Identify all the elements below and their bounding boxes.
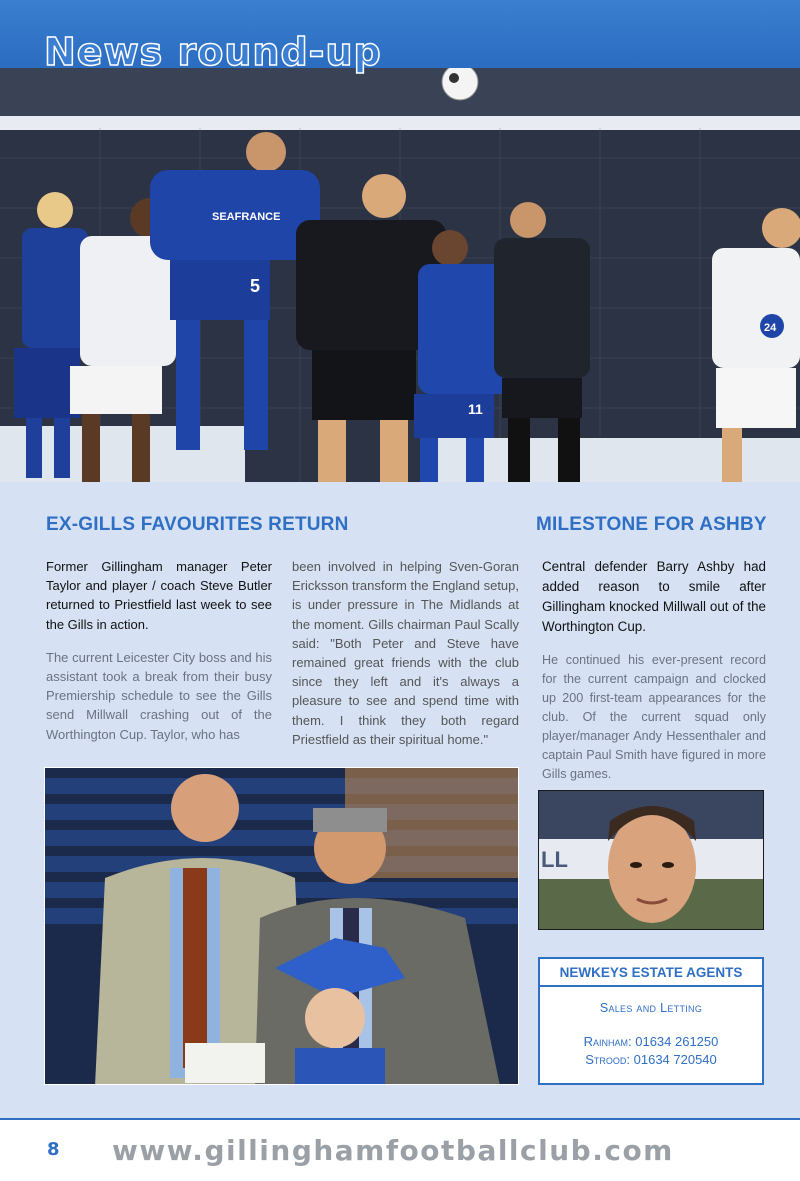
milestone-paragraph-1: Central defender Barry Ashby had added reason to smile after Gillingham knocked Millwall out of the Worthington Cup. bbox=[542, 559, 766, 634]
page-title: News round-up bbox=[44, 30, 382, 74]
ex-gills-paragraph-2: The current Leicester City boss and his assistant took a break from their busy Premiership schedule to see the Gills send Millwall crashing out of the Worthington Cup. Taylor, who has bbox=[46, 649, 272, 742]
taylor-butler-photo bbox=[44, 767, 519, 1085]
hero-match-photo bbox=[0, 68, 800, 482]
hero-shirt-text: SEAFRANCE bbox=[212, 211, 281, 223]
ex-gills-paragraph-3: been involved in helping Sven-Goran Ericksson transform the England setup, is under pressure in The Midlands at the moment. Gills chairman Paul Scally said: "Both Peter and Steve have remained great friends with the club since they left and it's always a pleasure to see and spend time with them. I think they both regard Priestfield as their spiritual home." bbox=[292, 559, 519, 747]
footer-rule bbox=[0, 1118, 800, 1120]
footer-url: www.gillinghamfootballclub.com bbox=[112, 1134, 674, 1167]
ex-gills-column-2 bbox=[292, 557, 519, 763]
rainham-label: Rainham: bbox=[583, 1034, 632, 1049]
ex-gills-heading: EX-GILLS FAVOURITES RETURN bbox=[46, 514, 349, 535]
hero-number-right: 24 bbox=[764, 322, 777, 334]
ashby-backdrop-text: LL bbox=[541, 847, 568, 872]
ex-gills-paragraph-1: Former Gillingham manager Peter Taylor and player / coach Steve Butler returned to Priestfield last week to see the Gills in action. bbox=[46, 559, 272, 632]
strood-label: Strood: bbox=[585, 1052, 630, 1067]
hero-number-left: 5 bbox=[250, 276, 261, 296]
strood-phone: 01634 720540 bbox=[633, 1052, 717, 1067]
ad-phone-list bbox=[540, 1033, 762, 1069]
ad-phone-strood bbox=[540, 1051, 762, 1069]
estate-agent-ad bbox=[538, 957, 764, 1085]
ad-title: NEWKEYS ESTATE AGENTS bbox=[540, 959, 762, 987]
rainham-phone: 01634 261250 bbox=[635, 1034, 719, 1049]
page-number: 8 bbox=[47, 1139, 60, 1160]
milestone-paragraph-2: He continued his ever-present record for the current campaign and clocked up 200 first-team appearances for the club. Of the current squad only player/manager Andy Hessenthaler and captain Paul Smith have figured in more Gills games. bbox=[542, 653, 766, 781]
ex-gills-column-1 bbox=[46, 557, 272, 758]
milestone-column bbox=[542, 557, 766, 798]
ad-subtitle: Sales and Letting bbox=[599, 1001, 703, 1015]
barry-ashby-photo bbox=[538, 790, 764, 930]
hero-number-mid: 11 bbox=[468, 401, 483, 417]
milestone-heading: MILESTONE FOR ASHBY bbox=[536, 514, 767, 535]
ad-phone-rainham bbox=[540, 1033, 762, 1051]
